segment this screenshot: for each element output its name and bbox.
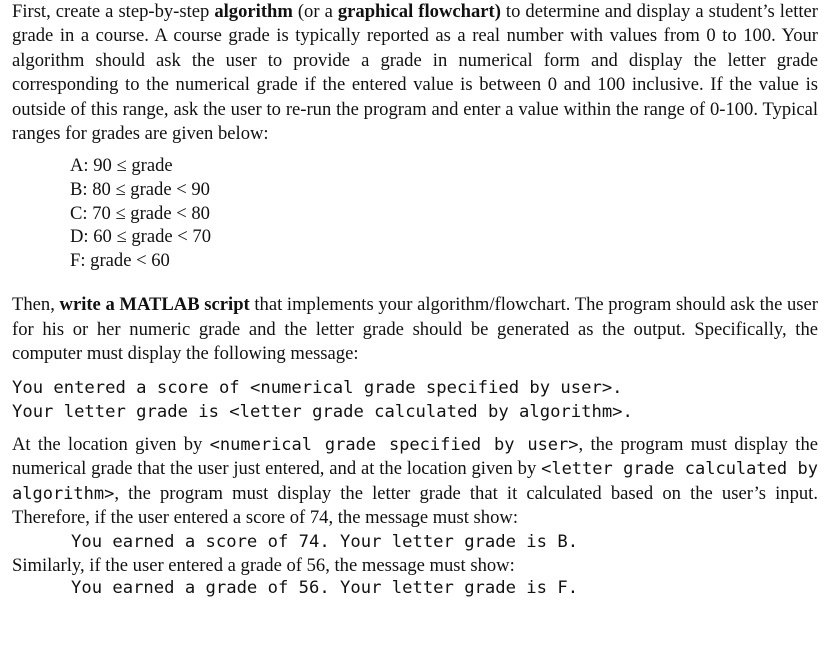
intro-paragraph (12, 0, 818, 146)
grade-range-b: B: 80 ≤ grade < 90 (70, 179, 210, 201)
message-template (12, 376, 818, 424)
intro-text-3: to determine and display a student’s letter grade in a course. A course grade is typically reported as a real number with values from 0 to 100. Your algorithm should ask the user to provide a grade in numerical form and display the letter grade corresponding to the numerical grade if the entered value is between 0 and 100 inclusive. If the value is outside of this range, ask the user to re-run the program and enter a value within the range of 0-100. Typical ranges for grades are given below: (12, 1, 818, 145)
grade-range-f: F: grade < 60 (70, 249, 170, 271)
matlab-text-1: Then, (12, 294, 60, 316)
matlab-paragraph (12, 293, 818, 366)
intro-text-2: (or a (292, 1, 338, 22)
grade-range-d: D: 60 ≤ grade < 70 (70, 226, 212, 248)
location-paragraph (12, 433, 818, 531)
letter-placeholder-code: <letter grade calculated by algorithm> (12, 459, 819, 504)
algorithm-bold: algorithm (214, 1, 293, 22)
grade-range-a: A: 90 ≤ grade (70, 155, 173, 177)
matlab-bold: write a MATLAB script (59, 294, 250, 316)
example-output-2: You earned a grade of 56. Your letter grade is F. (71, 578, 579, 599)
intro-text-1: First, create a step-by-step (12, 1, 215, 22)
location-text-1: At the location given by (12, 434, 210, 456)
flowchart-bold: graphical flowchart) (337, 1, 501, 22)
example-output-1: You earned a score of 74. Your letter grade is B. (71, 531, 579, 552)
similarly-text: Similarly, if the user entered a grade of 56, the message must show: (12, 555, 515, 577)
message-line-2: Your letter grade is <letter grade calculated by algorithm>. (12, 401, 633, 422)
matlab-text-2: that implements your algorithm/flowchart. The program should ask the user for his or her numeric grade and the letter grade should be generated as the output. Specifically, the computer must display the following message: (12, 294, 818, 365)
numerical-placeholder-code: <numerical grade specified by user> (209, 435, 579, 456)
location-text-2: , the program must display the numerical grade that the user just entered, and at the location given by (12, 434, 818, 480)
assignment-document (12, 0, 818, 601)
message-line-1: You entered a score of <numerical grade specified by user>. (12, 377, 623, 398)
grade-ranges-list (70, 154, 818, 272)
grade-range-c: C: 70 ≤ grade < 80 (70, 202, 210, 224)
location-text-3: , the program must display the letter grade that it calculated based on the user’s input. Therefore, if the user entered a score of 74, the message must show: (12, 482, 818, 529)
